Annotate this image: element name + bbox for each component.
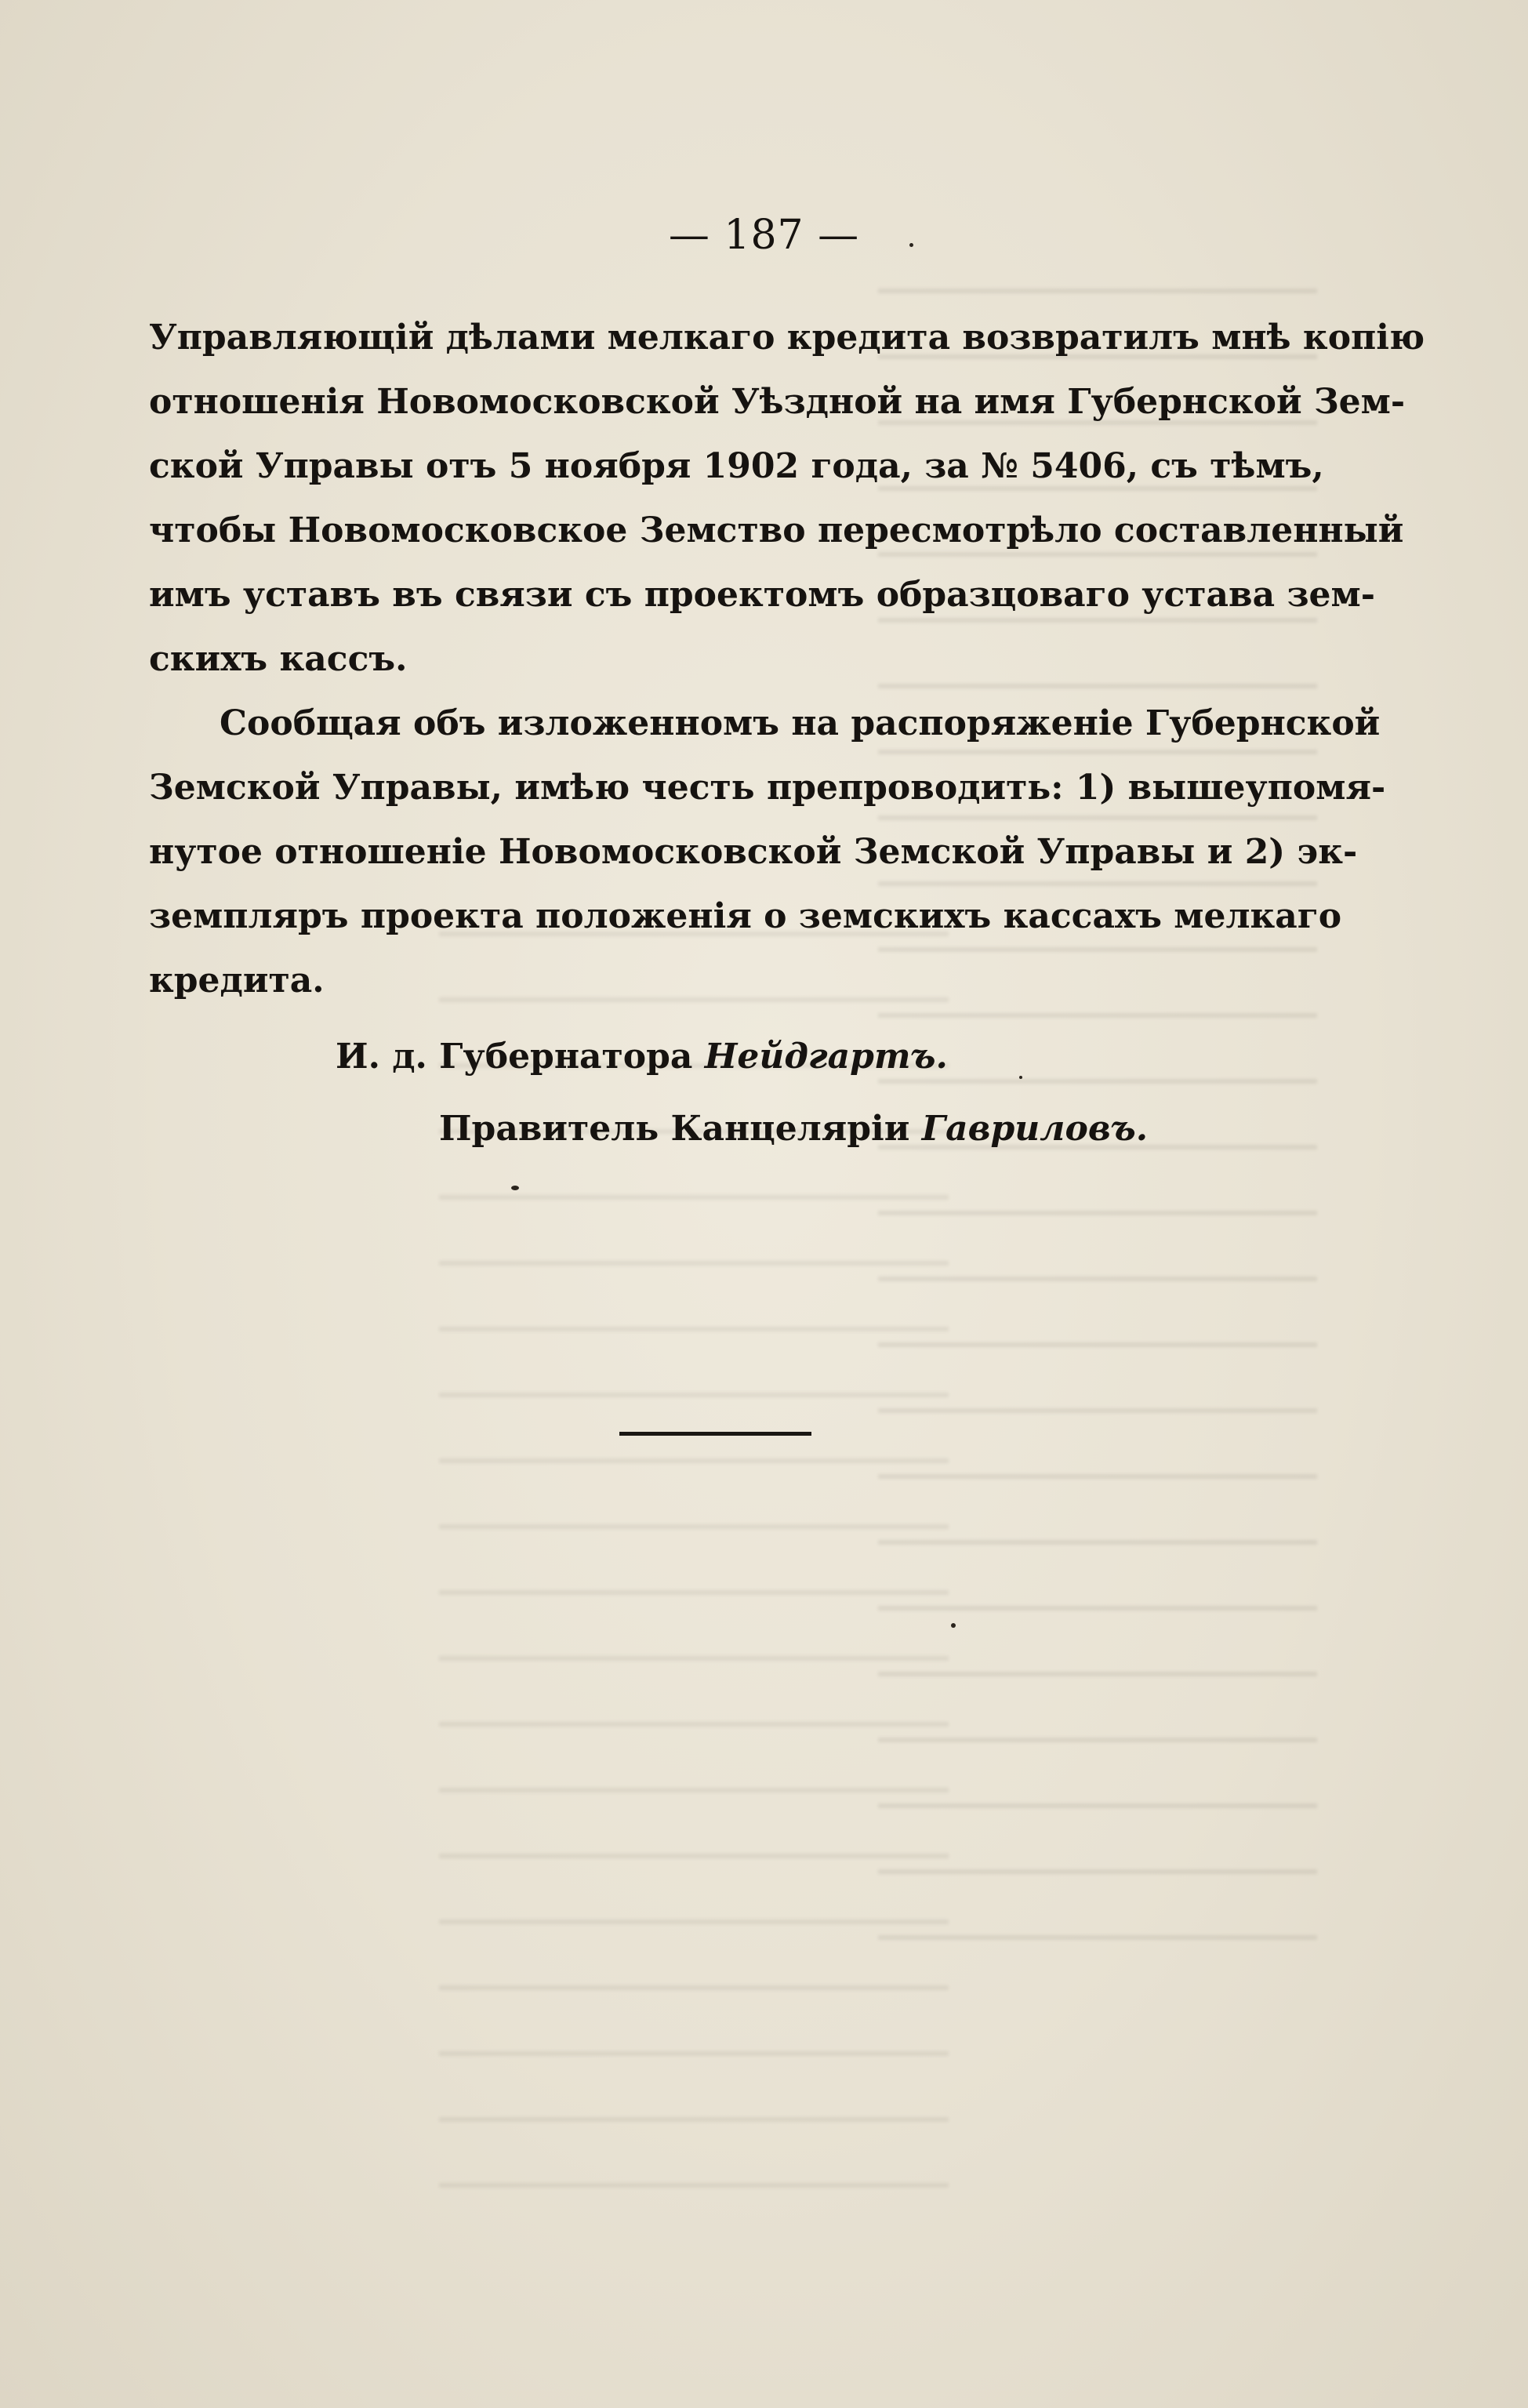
paragraph-1-line: чтобы Новомосковское Земство пересмотрѣло составленный: [149, 510, 1404, 550]
paragraph-2-line: земпляръ проекта положенія о земскихъ кассахъ мелкаго: [149, 896, 1342, 936]
closing-rule: [619, 1432, 811, 1436]
reverse-page-bleed-through-lower: [439, 902, 949, 2196]
letter-body: [149, 306, 1425, 1013]
paragraph-2-line: кредита.: [149, 961, 325, 1001]
paragraph-1-line: имъ уставъ въ связи съ проектомъ образцоваго устава зем-: [149, 575, 1375, 615]
governor-title: И. д. Губернатора: [336, 1037, 693, 1077]
paragraph-1-line: скихъ кассъ.: [149, 639, 408, 679]
paragraph-2: [149, 692, 1386, 1013]
paragraph-1-line: Управляющій дѣлами мелкаго кредита возвратилъ мнѣ копію: [149, 318, 1425, 358]
chancellery-title: Правитель Канцеляріи: [439, 1109, 910, 1149]
paragraph-1: [149, 306, 1425, 692]
paragraph-2-line: Сообщая объ изложенномъ на распоряженіе Губернской: [220, 703, 1381, 743]
paragraph-2-line: Земской Управы, имѣю честь препроводить: 1) вышеупомя-: [149, 768, 1386, 808]
governor-signature: [336, 1033, 948, 1081]
governor-name: Нейдгартъ.: [704, 1037, 948, 1077]
ink-speck: [909, 243, 913, 247]
page-number: — 187 —: [668, 212, 860, 259]
paragraph-2-line: нутое отношеніе Новомосковской Земской Управы и 2) эк-: [149, 832, 1358, 872]
chancellery-signature: [439, 1106, 1148, 1153]
ink-speck: [511, 1186, 519, 1190]
ink-speck: [1019, 1076, 1022, 1079]
paragraph-1-line: ской Управы отъ 5 ноября 1902 года, за № 5406, съ тѣмъ,: [149, 446, 1324, 486]
chancellery-name: Гавриловъ.: [921, 1109, 1149, 1149]
ink-speck: [951, 1623, 956, 1628]
paragraph-1-line: отношенія Новомосковской Уѣздной на имя Губернской Зем-: [149, 382, 1406, 422]
